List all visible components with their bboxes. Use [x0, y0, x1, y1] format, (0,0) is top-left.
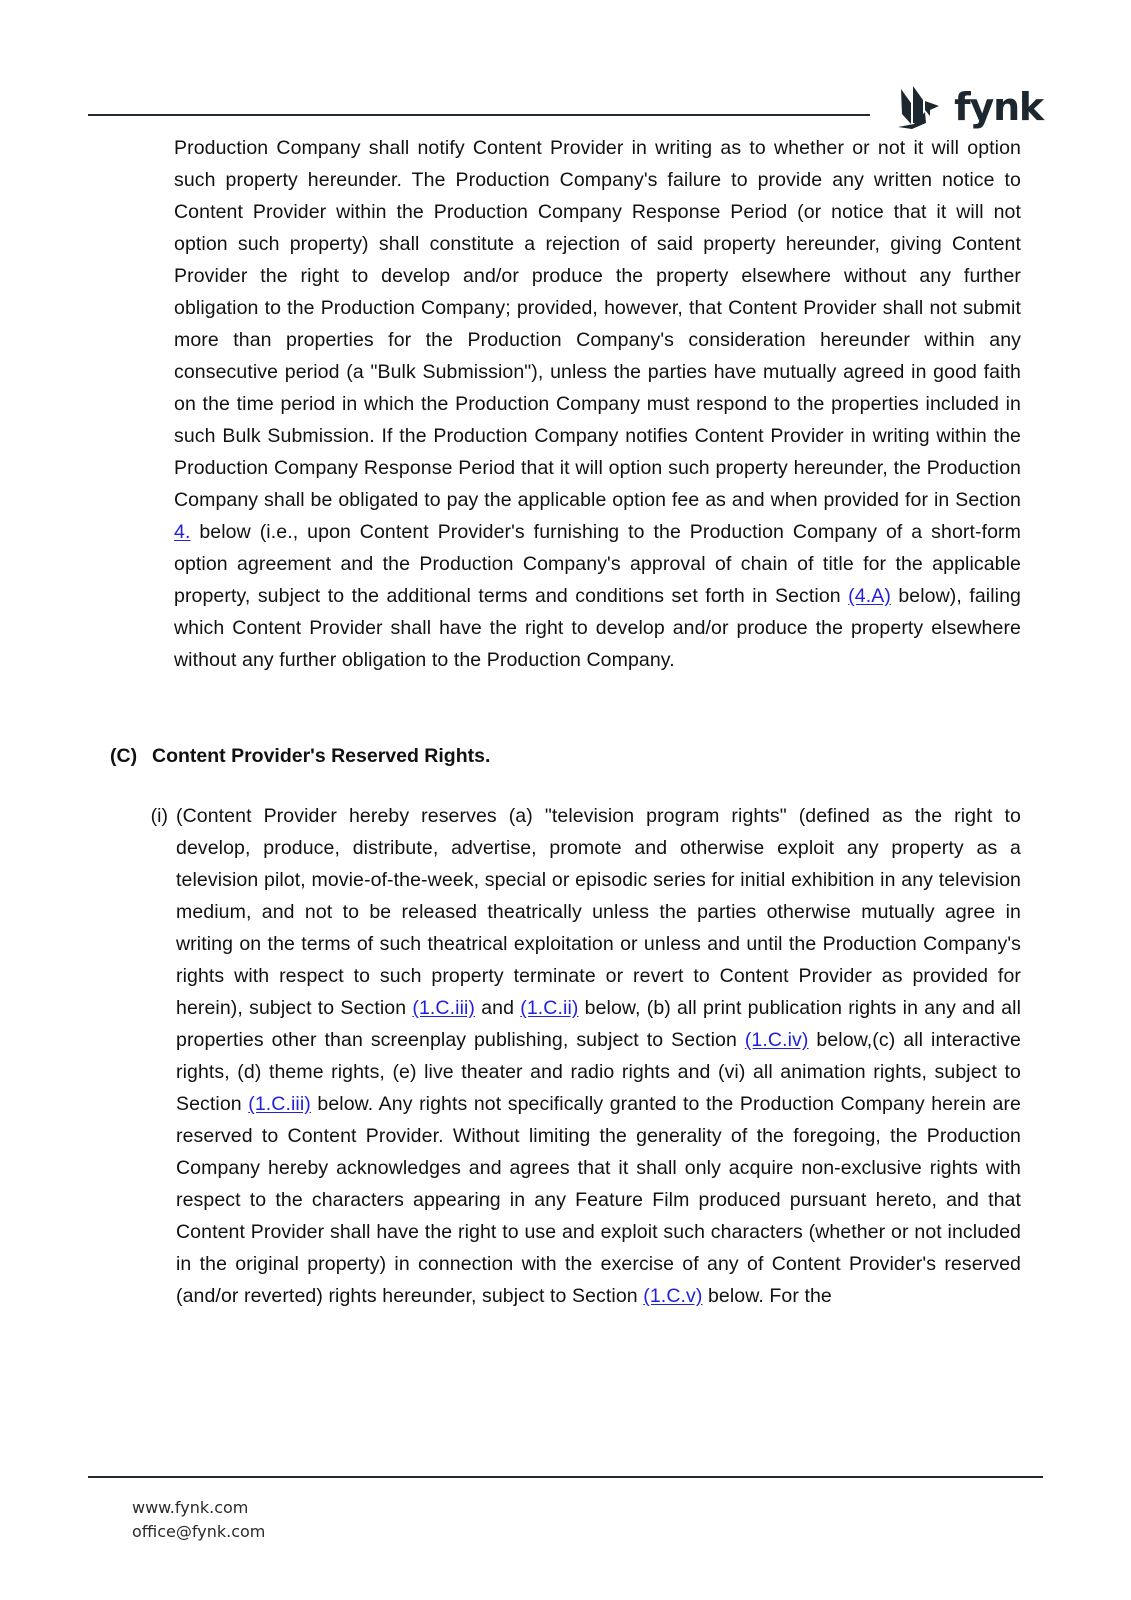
header-divider-rule	[88, 114, 870, 116]
section-link-4[interactable]: 4.	[174, 521, 191, 543]
clause-marker: (C)	[110, 745, 138, 767]
section-link-4a[interactable]: (4.A)	[848, 585, 891, 607]
page-footer	[88, 1476, 1043, 1544]
section-link-1ciii-first[interactable]: (1.C.iii)	[412, 997, 476, 1019]
page-header	[88, 76, 1043, 132]
item-text-part-e: below. Any rights not specifically granted to the Production Company herein are reserved to Content Provider. Without limiting the generality of the foregoing, the Production Company hereby acknowledges and agrees that it shall only acquire non-exclusive rights with respect to the characters appearing in any Feature Film produced pursuant hereto, and that Content Provider shall have the right to use and exploit such characters (whether or not included in the original property) in connection with the exercise of any of Content Provider's reserved (and/or reverted) rights hereunder, subject to Section	[176, 1093, 1021, 1307]
clause-heading-c	[88, 740, 1043, 772]
brand-name: fynk	[954, 85, 1043, 129]
footer-email[interactable]: office@fynk.com	[132, 1522, 266, 1541]
section-link-1civ[interactable]: (1.C.iv)	[744, 1029, 809, 1051]
brand-logo	[892, 83, 1043, 131]
item-text-part-f: below. For the	[702, 1285, 832, 1307]
section-spacer	[88, 676, 1043, 740]
paragraph-text-part-a: Production Company shall notify Content Provider in writing as to whether or not it will option such property hereunder. The Production Company's failure to provide any written notice to Content Provider within the Production Company Response Period (or notice that it will not option such property) shall constitute a rejection of said property hereunder, giving Content Provider the right to develop and/or produce the property elsewhere without any further obligation to the Production Company; provided, however, that Content Provider shall not submit more than properties for the Production Company's consideration hereunder within any consecutive period (a "Bulk Submission"), unless the parties have mutually agreed in good faith on the time period in which the Production Company must respond to the properties included in such Bulk Submission. If the Production Company notifies Content Provider in writing within the Production Company Response Period that it will option such property hereunder, the Production Company shall be obligated to pay the applicable option fee as and when provided for in Section	[174, 137, 1021, 511]
footer-website[interactable]: www.fynk.com	[132, 1498, 249, 1517]
fynk-origami-bird-icon	[892, 83, 944, 131]
list-marker: (i)	[150, 805, 168, 827]
clause-title: Content Provider's Reserved Rights.	[152, 745, 491, 767]
paragraph-continued	[88, 132, 1043, 676]
section-link-1cv[interactable]: (1.C.v)	[643, 1285, 703, 1307]
heading-spacer	[88, 772, 1043, 800]
list-item-text	[176, 800, 1021, 1312]
item-text-part-a: (Content Provider hereby reserves (a) "television program rights" (defined as the right to develop, produce, distribute, advertise, promote and otherwise exploit any property as a television pilot, movie-of-the-week, special or episodic series for initial exhibition in any television medium, and not to be released theatrically unless the parties otherwise mutually agree in writing on the terms of such theatrical exploitation or unless and until the Production Company's rights with respect to such property terminate or revert to Content Provider as provided for herein), subject to Section	[176, 805, 1021, 1019]
footer-contact	[88, 1496, 1043, 1544]
item-text-part-b: and	[475, 997, 521, 1019]
list-item-roman-i	[88, 800, 1043, 1312]
item-text-part-c: below, (b) all print publication rights in any and all properties other than screenplay publishing, subject to Section	[176, 997, 1022, 1051]
section-link-1cii[interactable]: (1.C.ii)	[520, 997, 579, 1019]
paragraph-text-part-c: below), failing which Content Provider shall have the right to develop and/or produce the property elsewhere without any further obligation to the Production Company.	[174, 585, 1021, 671]
section-link-1ciii-second[interactable]: (1.C.iii)	[248, 1093, 311, 1115]
document-content	[88, 132, 1043, 1312]
paragraph-text-part-b: below (i.e., upon Content Provider's furnishing to the Production Company of a short-form option agreement and the Production Company's approval of chain of title for the applicable property, subject to the additional terms and conditions set forth in Section	[174, 521, 1021, 607]
footer-divider-rule	[88, 1476, 1043, 1478]
item-text-part-d: below,(c) all interactive rights, (d) theme rights, (e) live theater and radio rights and (vi) all animation rights, subject to Section	[176, 1029, 1022, 1115]
